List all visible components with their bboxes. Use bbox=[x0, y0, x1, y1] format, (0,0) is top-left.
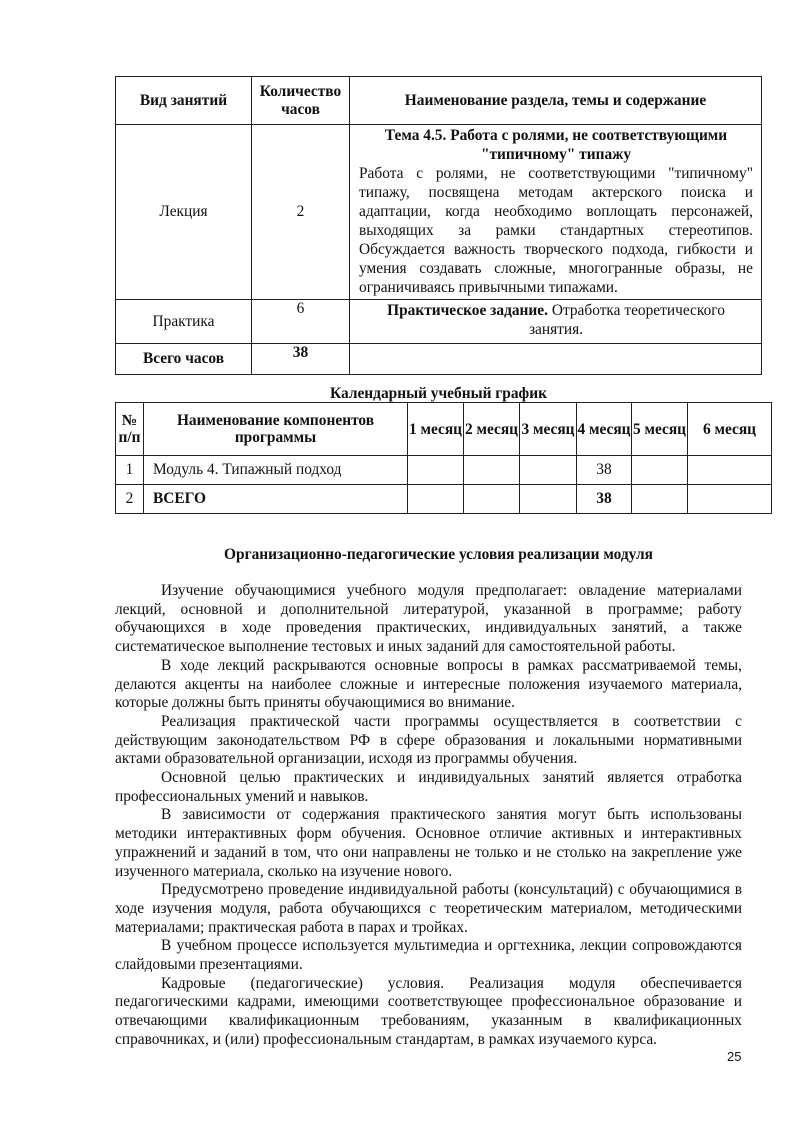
total-empty bbox=[350, 344, 762, 375]
row-value bbox=[520, 456, 577, 485]
row-content bbox=[350, 125, 762, 300]
table-row bbox=[116, 300, 762, 344]
header-month-2: 2 месяц bbox=[464, 403, 520, 456]
paragraph: Кадровые (педагогические) условия. Реализация модуля обеспечивается педагогическими кадрами, имеющими соответствующее профессиональное образование и отвечающими квалификационным требованиям, указанным в квалификационных справочниках, и (или) профессиональным стандартам, в рамках изучаемого курса. bbox=[115, 974, 742, 1048]
header-type: Вид занятий bbox=[116, 77, 252, 125]
row-value: 38 bbox=[577, 456, 632, 485]
calendar-title: Календарный учебный график bbox=[330, 385, 547, 402]
paragraph: Предусмотрено проведение индивидуальной работы (консультаций) с обучающимися в ходе изучения модуля, работа обучающихся с теоретическим материалом, методическими материалами; практическая работа в парах и тройках. bbox=[115, 881, 742, 936]
row-value bbox=[688, 456, 772, 485]
header-month-4: 4 месяц bbox=[577, 403, 632, 456]
page-number: 25 bbox=[727, 1049, 742, 1064]
table-header-row bbox=[116, 77, 762, 125]
header-month-3: 3 месяц bbox=[520, 403, 577, 456]
row-value bbox=[464, 485, 520, 514]
row-content bbox=[350, 300, 762, 344]
table-row bbox=[116, 456, 772, 485]
topics-table bbox=[115, 76, 762, 375]
row-name: Модуль 4. Типажный подход bbox=[144, 456, 408, 485]
paragraph: В зависимости от содержания практического занятия могут быть использованы методики интерактивных форм обучения. Основное отличие активных и интерактивных упражнений и заданий в том, что они направлены не только и не столько на закрепление уже изученного материала, сколько на изучение нового. bbox=[115, 806, 742, 880]
task-text: Отработка теоретического занятия. bbox=[528, 302, 725, 338]
table-row bbox=[116, 125, 762, 300]
paragraph: В учебном процессе используется мультимедиа и оргтехника, лекции сопровождаются слайдовыми презентациями. bbox=[115, 937, 742, 974]
header-num: № п/п bbox=[116, 403, 144, 456]
row-value bbox=[408, 456, 464, 485]
row-value bbox=[688, 485, 772, 514]
table-row bbox=[116, 485, 772, 514]
row-value bbox=[632, 485, 688, 514]
calendar-table bbox=[115, 402, 772, 514]
paragraph: Реализация практической части программы осуществляется в соответствии с действующим законодательством РФ в сфере образования и локальными нормативными актами образовательной организации, исходя из программы обучения. bbox=[115, 712, 742, 768]
row-value bbox=[632, 456, 688, 485]
row-value: 38 bbox=[577, 485, 632, 514]
row-hours: 2 bbox=[252, 125, 350, 300]
row-value bbox=[464, 456, 520, 485]
header-hours: Количество часов bbox=[252, 77, 350, 125]
paragraph: Изучение обучающимися учебного модуля предполагает: овладение материалами лекций, основной и дополнительной литературой, указанной в программе; работу обучающихся в ходе проведения практических, индивидуальных занятий, а также систематическое выполнение тестовых и иных заданий для самостоятельной работы. bbox=[115, 582, 742, 656]
header-month-6: 6 месяц bbox=[688, 403, 772, 456]
task-label: Практическое задание. bbox=[387, 302, 548, 319]
total-row bbox=[116, 344, 762, 375]
row-value bbox=[520, 485, 577, 514]
paragraph: Основной целью практических и индивидуальных занятий является отработка профессиональных умений и навыков. bbox=[115, 769, 742, 805]
header-content: Наименование раздела, темы и содержание bbox=[350, 77, 762, 125]
header-month-5: 5 месяц bbox=[632, 403, 688, 456]
topic-text: Работа с ролями, не соответствующими "типичному" типажу, посвящена методам актерского поиска и адаптации, когда необходимо воплощать персонажей, выходящих за рамки стандартных стереотипов. Обсуждается важность творческого подхода, гибкости и умения создавать сложные, многогранные образы, не ограничиваясь привычными типажами. bbox=[359, 165, 753, 296]
row-type: Практика bbox=[116, 300, 252, 344]
row-name: ВСЕГО bbox=[144, 485, 408, 514]
row-num: 1 bbox=[116, 456, 144, 485]
calendar-header-row bbox=[116, 403, 772, 456]
total-label: Всего часов bbox=[116, 344, 252, 375]
header-month-1: 1 месяц bbox=[408, 403, 464, 456]
header-name: Наименование компонентов программы bbox=[144, 403, 408, 456]
row-value bbox=[408, 485, 464, 514]
total-hours: 38 bbox=[252, 344, 350, 375]
row-type: Лекция bbox=[116, 125, 252, 300]
row-hours: 6 bbox=[252, 300, 350, 344]
row-num: 2 bbox=[116, 485, 144, 514]
paragraph: В ходе лекций раскрываются основные вопросы в рамках рассматриваемой темы, делаются акценты на наиболее сложные и интересные положения изучаемого материала, которые должны быть приняты обучающимися во внимание. bbox=[115, 656, 742, 712]
section-body bbox=[115, 582, 742, 1050]
section-title: Организационно-педагогические условия реализации модуля bbox=[224, 546, 653, 563]
topic-title: Тема 4.5. Работа с ролями, не соответствующими "типичному" типажу bbox=[384, 127, 728, 163]
